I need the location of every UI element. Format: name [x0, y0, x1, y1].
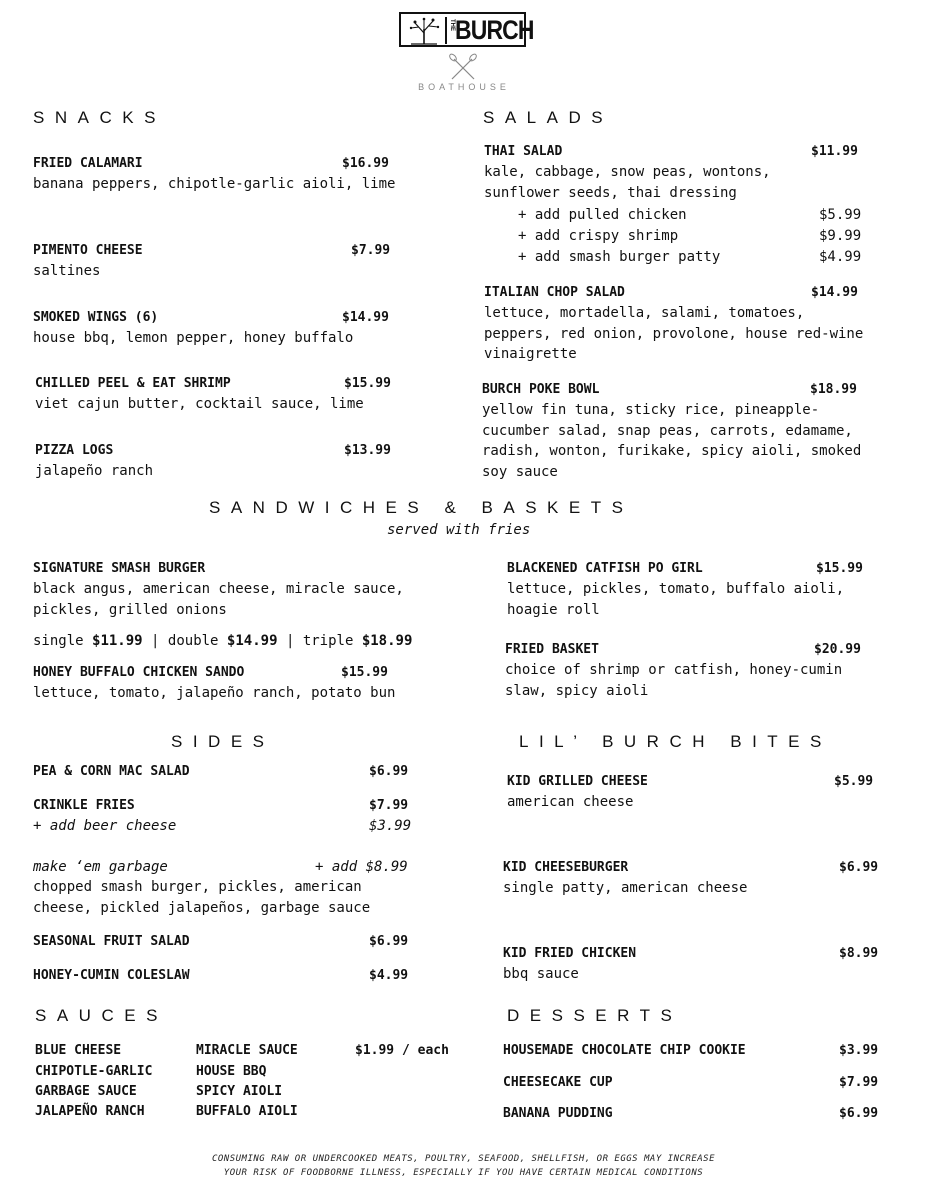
side-price: $6.99: [369, 764, 409, 779]
sauce-price: $1.99 / each: [355, 1043, 449, 1058]
burger-desc: black angus, american cheese, miracle sauce, pickles, grilled onions: [33, 581, 404, 618]
kid-item-price: $5.99: [834, 774, 874, 789]
sandwiches-subtitle: served with fries: [387, 522, 531, 538]
sauce-name: HOUSE BBQ: [196, 1064, 267, 1079]
size-label: single: [33, 633, 84, 649]
snack-desc: jalapeño ranch: [35, 463, 154, 479]
logo-the: THE: [449, 19, 455, 31]
snack-price: $13.99: [344, 443, 391, 458]
burch-logo: [399, 12, 534, 47]
snack-name: CHILLED PEEL & EAT SHRIMP: [35, 376, 231, 391]
garbage-desc: chopped smash burger, pickles, american cheese, pickled jalapeños, garbage sauce: [33, 879, 371, 916]
salad-name: THAI SALAD: [484, 144, 563, 159]
salad-addon-label: + add pulled chicken: [518, 207, 687, 223]
salad-desc: kale, cabbage, snow peas, wontons, sunflower seeds, thai dressing: [484, 164, 771, 201]
snack-price: $15.99: [344, 376, 391, 391]
sauce-name: BLUE CHEESE: [35, 1043, 122, 1058]
sides-heading: SIDES: [171, 732, 275, 751]
side-addon-price: $3.99: [369, 818, 412, 834]
salad-price: $18.99: [810, 382, 857, 397]
snack-desc: saltines: [33, 263, 101, 279]
salad-price: $11.99: [811, 144, 858, 159]
snacks-heading: SNACKS: [33, 108, 166, 127]
sauces-heading: SAUCES: [35, 1006, 168, 1025]
sandwich-desc: lettuce, tomato, jalapeño ranch, potato bun: [33, 685, 396, 701]
desserts-heading: DESSERTS: [507, 1006, 683, 1025]
snack-desc: house bbq, lemon pepper, honey buffalo: [33, 330, 354, 346]
burger-name: SIGNATURE SMASH BURGER: [33, 561, 206, 576]
size-label: double: [167, 633, 219, 649]
salad-price: $14.99: [811, 285, 858, 300]
kid-item-desc: single patty, american cheese: [503, 880, 748, 896]
side-addon-label: + add beer cheese: [33, 818, 177, 834]
side-price: $6.99: [369, 934, 409, 949]
sauce-name: CHIPOTLE-GARLIC: [35, 1064, 153, 1079]
kid-item-name: KID CHEESEBURGER: [503, 860, 629, 875]
size-separator: |: [285, 633, 295, 649]
side-price: $4.99: [369, 968, 409, 983]
sandwich-price: $20.99: [814, 642, 861, 657]
sandwich-name: HONEY BUFFALO CHICKEN SANDO: [33, 665, 245, 680]
salad-addon-label: + add smash burger patty: [518, 249, 721, 265]
salad-name: ITALIAN CHOP SALAD: [484, 285, 625, 300]
logo-boathouse: BOATHOUSE: [418, 82, 510, 92]
salad-desc: lettuce, mortadella, salami, tomatoes, peppers, red onion, provolone, house red-wine vinaigrette: [484, 305, 864, 362]
dessert-price: $7.99: [839, 1075, 879, 1090]
side-name: HONEY-CUMIN COLESLAW: [33, 968, 190, 983]
sauce-name: MIRACLE SAUCE: [196, 1043, 298, 1058]
size-price: $14.99: [226, 633, 278, 649]
sandwich-name: FRIED BASKET: [505, 642, 599, 657]
salad-addon-price: $5.99: [819, 207, 862, 223]
health-disclaimer-line2: YOUR RISK OF FOODBORNE ILLNESS, ESPECIALLY IF YOU HAVE CERTAIN MEDICAL CONDITIONS: [223, 1168, 704, 1178]
dessert-name: BANANA PUDDING: [503, 1106, 613, 1121]
size-separator: |: [151, 633, 160, 649]
sauce-name: JALAPEÑO RANCH: [35, 1104, 145, 1119]
snack-desc: viet cajun butter, cocktail sauce, lime: [35, 396, 364, 412]
sauce-name: SPICY AIOLI: [196, 1084, 283, 1099]
snack-name: FRIED CALAMARI: [33, 156, 143, 171]
snack-name: PIMENTO CHEESE: [33, 243, 143, 258]
logo-divider: [445, 17, 447, 44]
side-name: SEASONAL FRUIT SALAD: [33, 934, 190, 949]
side-name: CRINKLE FRIES: [33, 798, 135, 813]
salad-addon-price: $9.99: [819, 228, 862, 244]
dessert-name: HOUSEMADE CHOCOLATE CHIP COOKIE: [503, 1043, 746, 1058]
crossed-oars-icon: [448, 53, 478, 81]
dessert-price: $3.99: [839, 1043, 879, 1058]
burger-sizes: [33, 631, 412, 652]
snack-price: $7.99: [351, 243, 391, 258]
kid-item-desc: bbq sauce: [503, 966, 579, 982]
size-label: triple: [302, 633, 354, 649]
logo-wordmark: BURCH: [455, 15, 534, 45]
snack-desc: banana peppers, chipotle-garlic aioli, lime: [33, 176, 396, 192]
kid-item-desc: american cheese: [507, 794, 634, 810]
sandwich-name: BLACKENED CATFISH PO GIRL: [507, 561, 703, 576]
dessert-price: $6.99: [839, 1106, 879, 1121]
salad-addon-label: + add crispy shrimp: [518, 228, 679, 244]
snack-name: SMOKED WINGS (6): [33, 310, 159, 325]
sandwich-price: $15.99: [341, 665, 388, 680]
kids-heading: LIL’ BURCH BITES: [519, 732, 832, 751]
kid-item-name: KID GRILLED CHEESE: [507, 774, 648, 789]
side-name: PEA & CORN MAC SALAD: [33, 764, 190, 779]
sandwich-desc: choice of shrimp or catfish, honey-cumin slaw, spicy aioli: [505, 662, 843, 699]
kid-item-price: $8.99: [839, 946, 879, 961]
snack-price: $16.99: [342, 156, 389, 171]
snack-name: PIZZA LOGS: [35, 443, 114, 458]
sandwich-desc: lettuce, pickles, tomato, buffalo aioli, hoagie roll: [507, 581, 845, 618]
salad-addon-price: $4.99: [819, 249, 862, 265]
dessert-name: CHEESECAKE CUP: [503, 1075, 613, 1090]
sandwiches-heading: SANDWICHES & BASKETS: [209, 498, 634, 517]
side-price: $7.99: [369, 798, 409, 813]
tree-icon: [405, 17, 443, 45]
kid-item-price: $6.99: [839, 860, 879, 875]
size-price: $18.99: [361, 633, 413, 649]
sauce-name: GARBAGE SAUCE: [35, 1084, 137, 1099]
sauce-name: BUFFALO AIOLI: [196, 1104, 298, 1119]
sandwich-price: $15.99: [816, 561, 863, 576]
garbage-price: + add $8.99: [315, 859, 408, 875]
salad-name: BURCH POKE BOWL: [482, 382, 600, 397]
kid-item-name: KID FRIED CHICKEN: [503, 946, 637, 961]
snack-price: $14.99: [342, 310, 389, 325]
garbage-label: make ‘em garbage: [33, 859, 168, 875]
size-price: $11.99: [92, 633, 143, 649]
salads-heading: SALADS: [483, 108, 614, 127]
salad-desc: yellow fin tuna, sticky rice, pineapple-cucumber salad, snap peas, carrots, edamame, radish, wonton, furikake, spicy aioli, smoked soy sauce: [482, 402, 862, 480]
health-disclaimer-line1: CONSUMING RAW OR UNDERCOOKED MEATS, POULTRY, SEAFOOD, SHELLFISH, OR EGGS MAY INCREASE: [211, 1154, 716, 1164]
